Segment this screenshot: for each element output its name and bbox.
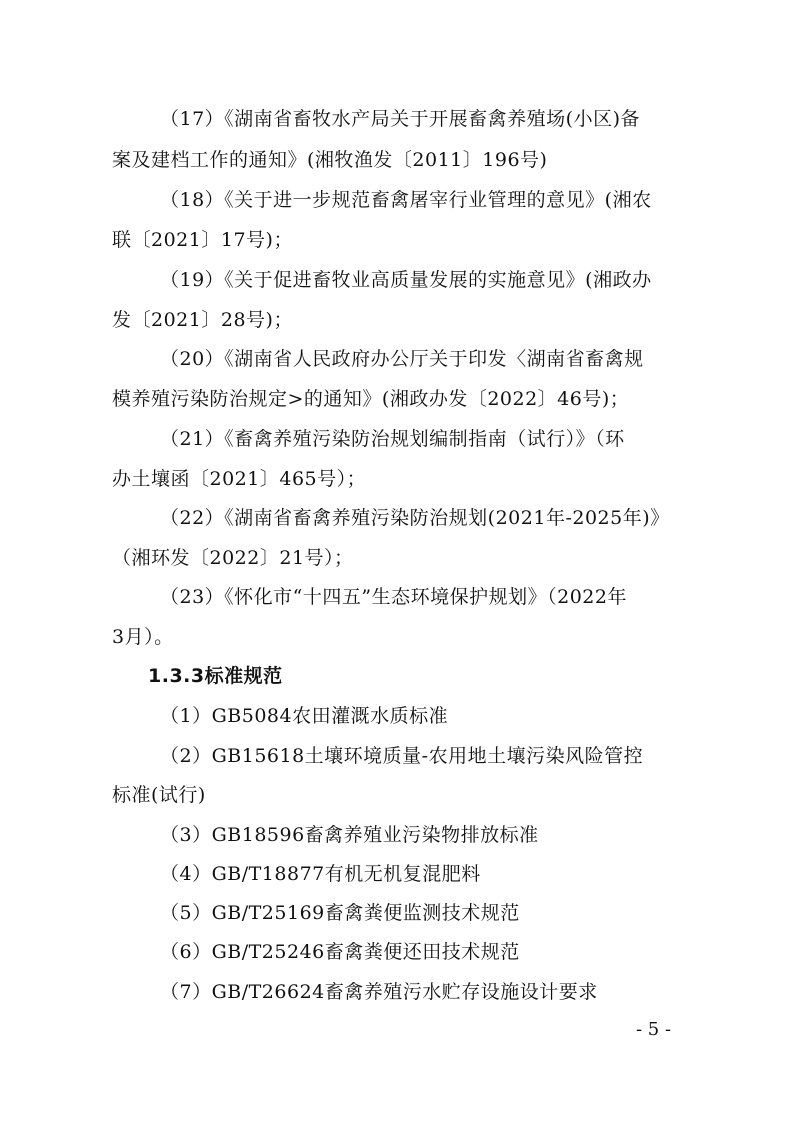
regulation-17-line-1: （17）《湖南省畜牧水产局关于开展畜禽养殖场(小区)备 bbox=[160, 108, 641, 130]
regulation-21-line-2: 办土壤函〔2021〕465号）； bbox=[112, 468, 367, 490]
regulation-20-line-1: （20）《湖南省人民政府办公厅关于印发〈湖南省畜禽规 bbox=[160, 348, 644, 370]
standard-1: （1）GB5084农田灌溉水质标准 bbox=[160, 705, 449, 727]
standard-2-line-1: （2）GB15618土壤环境质量-农用地土壤污染风险管控 bbox=[160, 745, 644, 767]
regulation-22-line-1: （22）《湖南省畜禽养殖污染防治规划(2021年-2025年)》 bbox=[160, 507, 670, 529]
standard-2-line-2: 标准(试行) bbox=[112, 784, 206, 806]
section-heading: 1.3.3标准规范 bbox=[148, 665, 283, 687]
regulation-19-line-1: （19）《关于促进畜牧业高质量发展的实施意见》(湘政办 bbox=[160, 269, 652, 291]
standard-4: （4）GB/T18877有机无机复混肥料 bbox=[160, 863, 481, 885]
regulation-22-line-2: （湘环发〔2022〕21号）； bbox=[112, 547, 354, 569]
standard-6: （6）GB/T25246畜禽粪便还田技术规范 bbox=[160, 941, 520, 963]
regulation-19-line-2: 发〔2021〕28号)； bbox=[112, 309, 293, 331]
regulation-21-line-1: （21）《畜禽养殖污染防治规划编制指南（试行）》（环 bbox=[160, 428, 625, 450]
standard-5: （5）GB/T25169畜禽粪便监测技术规范 bbox=[160, 902, 520, 924]
regulation-18-line-2: 联〔2021〕17号)； bbox=[112, 229, 293, 251]
regulation-17-line-2: 案及建档工作的通知》(湘牧渔发〔2011〕196号) bbox=[112, 149, 548, 171]
regulation-18-line-1: （18）《关于进一步规范畜禽屠宰行业管理的意见》(湘农 bbox=[160, 189, 652, 211]
regulation-23-line-1: （23）《怀化市“十四五”生态环境保护规划》（2022年 bbox=[160, 586, 627, 608]
regulation-23-line-2: 3月）。 bbox=[112, 626, 174, 648]
regulation-20-line-2: 模养殖污染防治规定>的通知》(湘政办发〔2022〕46号)； bbox=[112, 388, 630, 410]
page-number: - 5 - bbox=[636, 1019, 672, 1040]
standard-3: （3）GB18596畜禽养殖业污染物排放标准 bbox=[160, 824, 539, 846]
standard-7: （7）GB/T26624畜禽养殖污水贮存设施设计要求 bbox=[160, 981, 598, 1003]
